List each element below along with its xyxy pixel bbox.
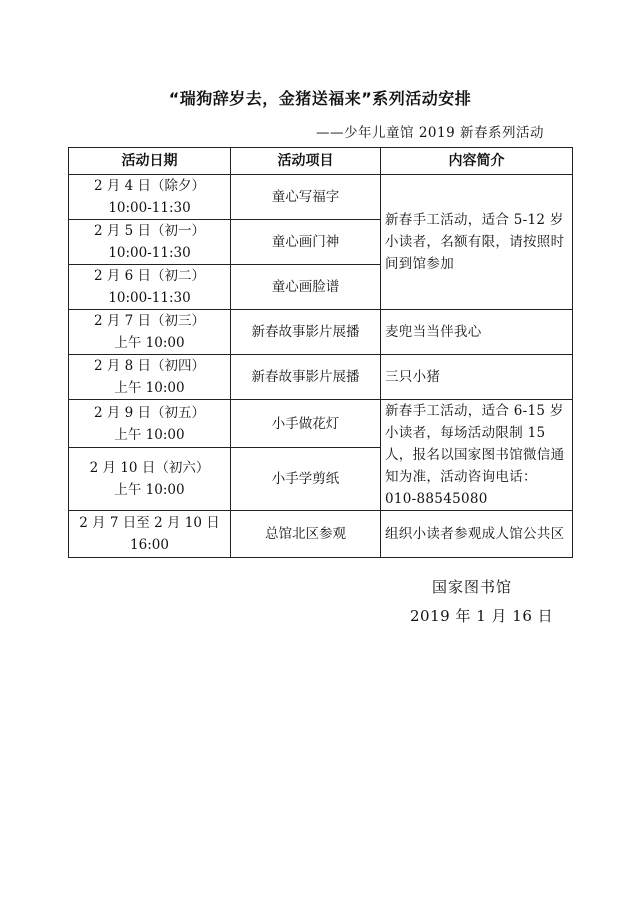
header-date: 活动日期 [69,148,231,175]
desc-cell-group1: 新春手工活动，适合 5-12 岁小读者，名额有限，请按照时间到馆参加 [381,175,573,310]
date-cell [69,175,231,220]
date-line: 2 月 7 日至 2 月 10 日 [79,515,220,531]
time-line: 上午 10:00 [114,380,185,396]
time-line: 上午 10:00 [114,482,185,498]
page-subtitle: ——少年儿童馆 2019 新春系列活动 [316,125,544,141]
desc-cell-group2: 新春手工活动，适合 6-15 岁小读者，每场活动限制 15 人，报名以国家图书馆微信通知为准，活动咨询电话：010-88545080 [381,400,573,511]
item-cell: 童心写福字 [231,175,381,220]
table-row [69,175,573,220]
item-cell: 新春故事影片展播 [231,355,381,400]
date-line: 2 月 7 日（初三） [93,313,206,329]
footer-organization: 国家图书馆 [432,578,513,596]
item-cell: 小手学剪纸 [231,448,381,511]
table-row [69,310,573,355]
table-row [69,355,573,400]
item-cell: 新春故事影片展播 [231,310,381,355]
date-line: 2 月 6 日（初二） [93,268,206,284]
time-line: 上午 10:00 [114,335,185,351]
date-line: 2 月 5 日（初一） [93,223,206,239]
date-cell [69,511,231,558]
table-header-row [69,148,573,175]
item-cell: 童心画脸谱 [231,265,381,310]
time-line: 16:00 [130,537,169,553]
header-item: 活动项目 [231,148,381,175]
header-desc: 内容简介 [381,148,573,175]
item-cell: 童心画门神 [231,220,381,265]
table-row [69,400,573,448]
date-line: 2 月 10 日（初六） [89,460,210,476]
date-line: 2 月 4 日（除夕） [93,178,206,194]
time-line: 10:00-11:30 [108,245,191,261]
date-line: 2 月 8 日（初四） [93,358,206,374]
date-cell [69,220,231,265]
desc-cell: 三只小猪 [381,355,573,400]
date-cell [69,310,231,355]
footer-date: 2019 年 1 月 16 日 [410,607,554,625]
date-line: 2 月 9 日（初五） [93,404,206,421]
time-line: 10:00-11:30 [108,200,191,216]
item-cell: 小手做花灯 [231,400,381,448]
desc-cell: 麦兜当当伴我心 [381,310,573,355]
date-cell [69,355,231,400]
date-cell [69,265,231,310]
time-line: 10:00-11:30 [108,290,191,306]
desc-cell: 组织小读者参观成人馆公共区 [381,511,573,558]
page-title: “瑞狗辞岁去，金猪送福来”系列活动安排 [168,89,472,108]
time-line: 上午 10:00 [114,426,185,443]
item-cell: 总馆北区参观 [231,511,381,558]
date-cell [69,400,231,448]
schedule-table [68,147,573,558]
date-cell [69,448,231,511]
table-row [69,511,573,558]
